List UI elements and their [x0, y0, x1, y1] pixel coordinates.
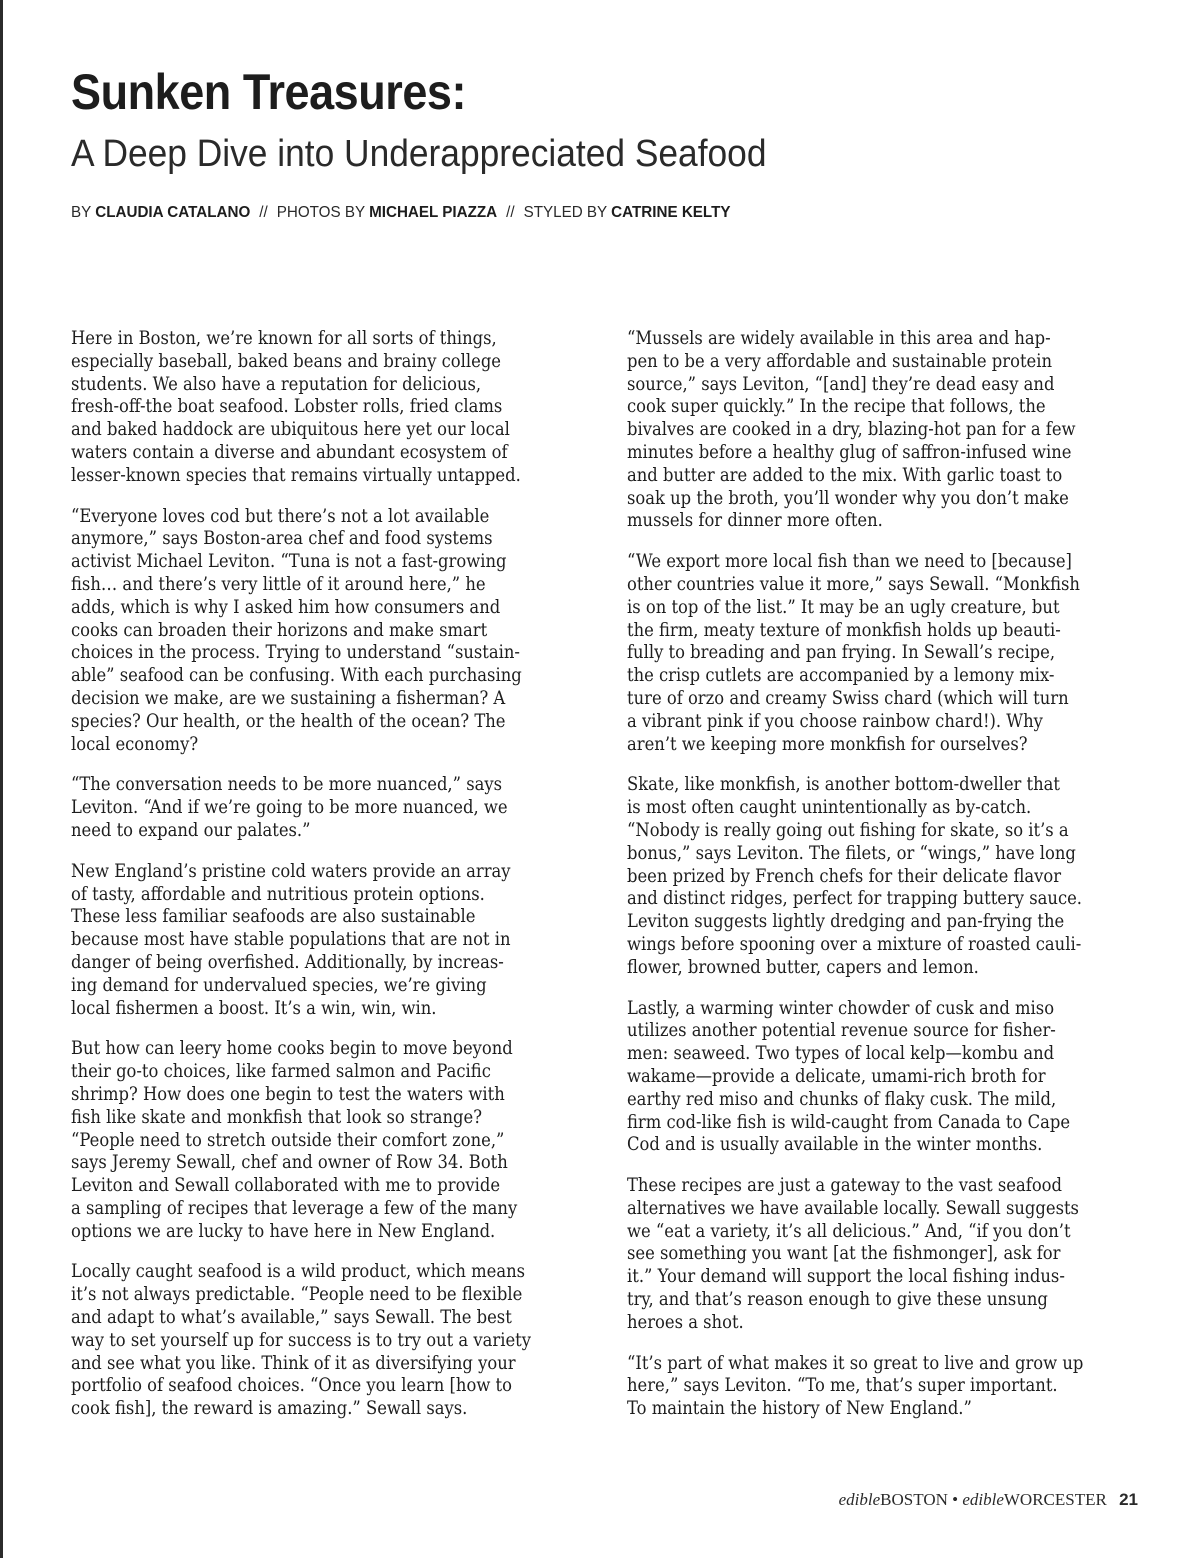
byline-photos-label: PHOTOS BY [276, 204, 365, 221]
paragraph-line: a vibrant pink if you choose rainbow chard!). Why [627, 710, 1043, 732]
paragraph-line: mussels for dinner more often. [627, 510, 883, 532]
article-paragraph [627, 551, 1091, 756]
paragraph-line: source,” says Leviton, “[and] they’re dead easy and [627, 373, 1055, 395]
paragraph-line: firm cod-like fish is wild-caught from Canada to Cape [627, 1111, 1071, 1133]
byline-by-label: BY [71, 204, 92, 221]
paragraph-line: fresh-off-the boat seafood. Lobster rolls, fried clams [71, 396, 503, 418]
paragraph-line: choices in the process. Trying to understand “sustain- [71, 642, 520, 664]
paragraph-line: waters contain a diverse and abundant ecosystem of [71, 441, 508, 463]
paragraph-line: “Nobody is really going out fishing for skate, so it’s a [627, 819, 1069, 841]
paragraph-line: bonus,” says Leviton. The filets, or “wings,” have long [627, 842, 1076, 864]
paragraph-line: New England’s pristine cold waters provide an array [71, 860, 511, 882]
paragraph-line: fish like skate and monkfish that look so strange? [71, 1106, 483, 1128]
paragraph-line: “Mussels are widely available in this area and hap- [627, 328, 1051, 349]
paragraph-line: the firm, meaty texture of monkfish holds up beauti- [627, 619, 1061, 641]
paragraph-line: minutes before a healthy glug of saffron-infused wine [627, 441, 1072, 463]
paragraph-line: heroes a shot. [627, 1311, 744, 1333]
paragraph-line: aren’t we keeping more monkfish for ourselves? [627, 733, 1028, 755]
paragraph-line: and baked haddock are ubiquitous here yet our local [71, 419, 510, 441]
paragraph-line: fish… and there’s very little of it around here,” he [71, 573, 486, 595]
paragraph-line: need to expand our palates.” [71, 819, 311, 841]
article-paragraph [71, 774, 535, 842]
paragraph-line: students. We also have a reputation for delicious, [71, 373, 482, 395]
paragraph-line: Leviton suggests lightly dredging and pan-frying the [627, 911, 1065, 933]
paragraph-line: shrimp? How does one begin to test the waters with [71, 1083, 505, 1105]
paragraph-line: Leviton. “And if we’re going to be more nuanced, we [71, 797, 508, 819]
article-paragraph [627, 774, 1091, 979]
paragraph-line: species? Our health, or the health of the ocean? The [71, 710, 506, 732]
paragraph-line: it’s not always predictable. “People need to be flexible [71, 1284, 523, 1306]
paragraph-line: Leviton and Sewall collaborated with me to provide [71, 1175, 501, 1197]
byline [71, 202, 731, 224]
paragraph-line: ture of orzo and creamy Swiss chard (which will turn [627, 687, 1069, 709]
paragraph-line: cooks can broaden their horizons and make smart [71, 619, 488, 641]
paragraph-line: Here in Boston, we’re known for all sorts of things, [71, 328, 497, 349]
paragraph-line: is on top of the list.” It may be an ugly creature, but [627, 596, 1060, 618]
paragraph-line: utilizes another potential revenue source for fisher- [627, 1020, 1056, 1042]
paragraph-line: pen to be a very affordable and sustainable protein [627, 350, 1052, 372]
page-footer [839, 1490, 1138, 1510]
paragraph-line: “The conversation needs to be more nuanced,” says [71, 774, 503, 796]
article-paragraph [627, 1353, 1091, 1421]
byline-photographer: MICHAEL PIAZZA [369, 204, 498, 221]
paragraph-line: other countries value it more,” says Sewall. “Monkfish [627, 573, 1080, 595]
paragraph-line: wings before spooning over a mixture of roasted cauli- [627, 933, 1082, 955]
paragraph-line: These less familiar seafoods are also sustainable [71, 906, 476, 928]
paragraph-line: cook fish], the reward is amazing.” Sewall says. [71, 1398, 468, 1420]
paragraph-line: ing demand for undervalued species, we’re giving [71, 974, 487, 996]
paragraph-line: fully to breading and pan frying. In Sewall’s recipe, [627, 642, 1056, 664]
paragraph-line: activist Michael Leviton. “Tuna is not a fast-growing [71, 551, 507, 573]
byline-author: CLAUDIA CATALANO [95, 204, 251, 221]
paragraph-line: Locally caught seafood is a wild product, which means [71, 1261, 526, 1283]
paragraph-line: men: seaweed. Two types of local kelp—kombu and [627, 1043, 1055, 1065]
article-column-left [71, 328, 586, 1439]
paragraph-line: Lastly, a warming winter chowder of cusk and miso [627, 997, 1055, 1019]
article-paragraph [627, 328, 1091, 533]
paragraph-line: of tasty, affordable and nutritious protein options. [71, 883, 485, 905]
footer-edible-1: edible [838, 1490, 881, 1509]
paragraph-line: see something you want [at the fishmonger], ask for [627, 1243, 1061, 1265]
paragraph-line: and distinct ridges, perfect for trapping buttery sauce. [627, 888, 1083, 910]
paragraph-line: is most often caught unintentionally as by-catch. [627, 797, 1032, 819]
paragraph-line: alternatives we have available locally. Sewall suggests [627, 1197, 1079, 1219]
paragraph-line: able” seafood can be confusing. With each purchasing [71, 665, 522, 687]
paragraph-line: and adapt to what’s available,” says Sewall. The best [71, 1307, 512, 1329]
footer-bullet: • [952, 1490, 959, 1509]
paragraph-line: But how can leery home cooks begin to move beyond [71, 1038, 513, 1060]
paragraph-line: flower, browned butter, capers and lemon. [627, 956, 979, 978]
paragraph-line: portfolio of seafood choices. “Once you learn [how to [71, 1375, 512, 1397]
paragraph-line: their go-to choices, like farmed salmon and Pacific [71, 1061, 491, 1083]
paragraph-line: especially baseball, baked beans and brainy college [71, 350, 501, 372]
paragraph-line: way to set yourself up for success is to try out a variety [71, 1329, 531, 1351]
article-column-right [627, 328, 1142, 1439]
page-number: 21 [1119, 1490, 1138, 1509]
paragraph-line: a sampling of recipes that leverage a few of the many [71, 1197, 518, 1219]
paragraph-line: the crisp cutlets are accompanied by a lemony mix- [627, 665, 1055, 687]
paragraph-line: we “eat a variety, it’s all delicious.” And, “if you don’t [627, 1220, 1071, 1242]
paragraph-line: options we are lucky to have here in New England. [71, 1220, 496, 1242]
article-paragraph [71, 1038, 535, 1243]
footer-publication-1: BOSTON [880, 1490, 948, 1509]
footer-edible-2: edible [962, 1490, 1004, 1509]
byline-styled-label: STYLED BY [523, 204, 607, 221]
paragraph-line: and butter are added to the mix. With garlic toast to [627, 464, 1063, 486]
paragraph-line: decision we make, are we sustaining a fisherman? A [71, 687, 506, 709]
paragraph-line: says Jeremy Sewall, chef and owner of Row 34. Both [71, 1152, 508, 1174]
paragraph-line: local fishermen a boost. It’s a win, win, win. [71, 997, 437, 1019]
paragraph-line: “We export more local fish than we need to [because] [627, 551, 1072, 573]
article-paragraph [627, 998, 1091, 1158]
paragraph-line: cook super quickly.” In the recipe that follows, the [627, 396, 1046, 418]
paragraph-line: been prized by French chefs for their delicate flavor [627, 865, 1062, 887]
paragraph-line: “People need to stretch outside their comfort zone,” [71, 1129, 505, 1151]
paragraph-line: anymore,” says Boston-area chef and food systems [71, 528, 493, 550]
paragraph-line: try, and that’s reason enough to give these unsung [627, 1289, 1048, 1311]
article-paragraph [71, 506, 535, 757]
paragraph-line: lesser-known species that remains virtually untapped. [71, 464, 521, 486]
paragraph-line: “It’s part of what makes it so great to live and grow up [627, 1352, 1084, 1374]
article-paragraph [71, 861, 535, 1021]
paragraph-line: wakame—provide a delicate, umami-rich broth for [627, 1065, 1046, 1087]
article-title: Sunken Treasures: [71, 64, 467, 120]
paragraph-line: local economy? [71, 733, 199, 755]
byline-stylist: CATRINE KELTY [611, 204, 731, 221]
paragraph-line: bivalves are cooked in a dry, blazing-hot pan for a few [627, 419, 1076, 441]
paragraph-line: danger of being overfished. Additionally, by increas- [71, 951, 504, 973]
article-paragraph [71, 1261, 535, 1421]
article-paragraph [627, 1175, 1091, 1335]
byline-separator: // [506, 204, 515, 221]
paragraph-line: earthy red miso and chunks of flaky cusk. The mild, [627, 1088, 1057, 1110]
footer-publication-2: WORCESTER [1003, 1490, 1107, 1509]
paragraph-line: here,” says Leviton. “To me, that’s super important. [627, 1375, 1058, 1397]
article-subtitle: A Deep Dive into Underappreciated Seafood [71, 133, 767, 175]
paragraph-line: Cod and is usually available in the winter months. [627, 1134, 1043, 1156]
paragraph-line: Skate, like monkfish, is another bottom-dweller that [627, 774, 1060, 796]
paragraph-line: To maintain the history of New England.” [627, 1398, 972, 1420]
paragraph-line: because most have stable populations that are not in [71, 929, 511, 951]
article-paragraph [71, 328, 535, 488]
paragraph-line: and see what you like. Think of it as diversifying your [71, 1352, 516, 1374]
paragraph-line: “Everyone loves cod but there’s not a lot available [71, 505, 490, 527]
byline-separator: // [259, 204, 268, 221]
paragraph-line: adds, which is why I asked him how consumers and [71, 596, 501, 618]
paragraph-line: These recipes are just a gateway to the vast seafood [627, 1175, 1063, 1197]
paragraph-line: soak up the broth, you’ll wonder why you don’t make [627, 487, 1069, 509]
page-edge-rule [0, 0, 3, 1558]
paragraph-line: it.” Your demand will support the local fishing indus- [627, 1266, 1065, 1288]
